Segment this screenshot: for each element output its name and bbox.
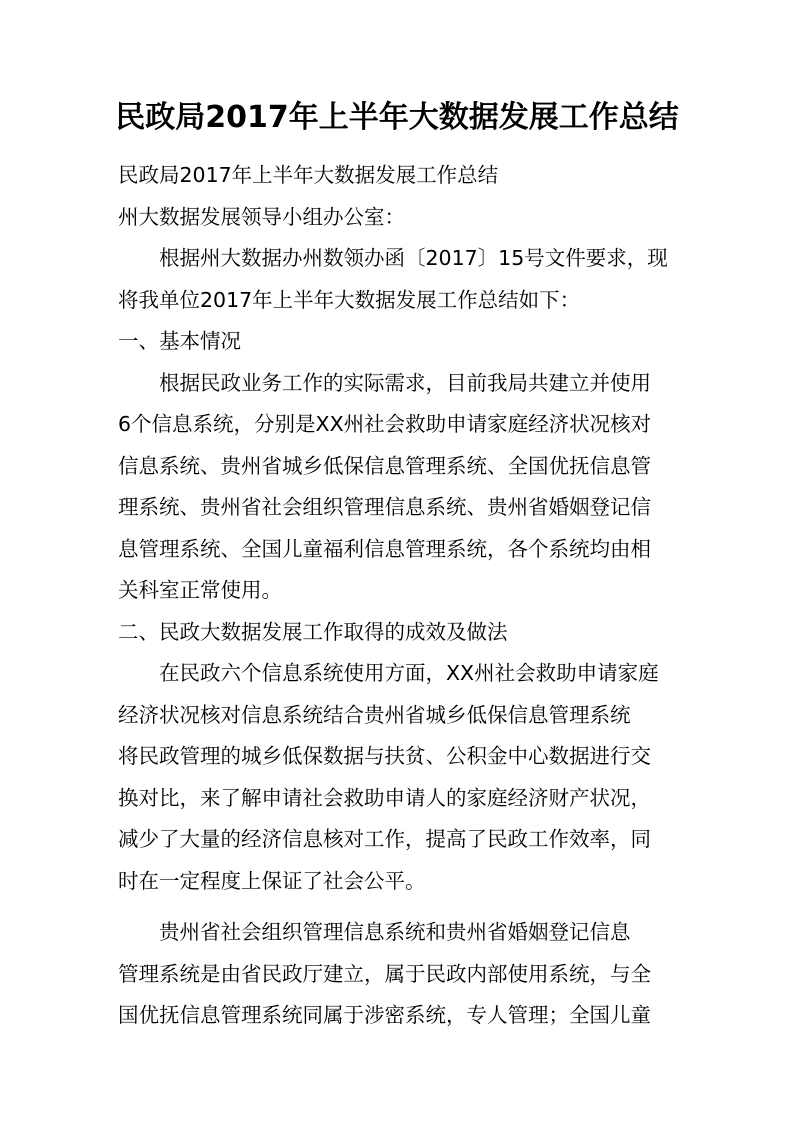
text-line: 信息系统、贵州省城乡低保信息管理系统、全国优抚信息管 bbox=[118, 453, 651, 478]
text-line: 6个信息系统，分别是XX州社会救助申请家庭经济状况核对 bbox=[118, 412, 652, 436]
text-line: 关科室正常使用。 bbox=[118, 578, 282, 602]
text-line: 一、基本情况 bbox=[118, 329, 241, 353]
text-line: 根据州大数据办州数领办函〔2017〕15号文件要求，现 bbox=[159, 246, 668, 270]
text-line: 民政局2017年上半年大数据发展工作总结 bbox=[118, 163, 499, 187]
text-line: 时在一定程度上保证了社会公平。 bbox=[118, 868, 426, 893]
paragraph-gap bbox=[118, 902, 688, 912]
text-line: 息管理系统、全国儿童福利信息管理系统，各个系统均由相 bbox=[118, 536, 651, 561]
text-line: 减少了大量的经济信息核对工作，提高了民政工作效率，同 bbox=[118, 827, 651, 851]
text-line: 二、民政大数据发展工作取得的成效及做法 bbox=[118, 619, 508, 644]
text-line: 管理系统是由省民政厅建立，属于民政内部使用系统，与全 bbox=[118, 961, 651, 986]
text-line: 换对比，来了解申请社会救助申请人的家庭经济财产状况， bbox=[118, 785, 651, 810]
text-line: 在民政六个信息系统使用方面，XX州社会救助申请家庭 bbox=[159, 661, 659, 685]
document-title: 民政局2017年上半年大数据发展工作总结 bbox=[115, 100, 679, 135]
document-body bbox=[118, 155, 688, 1037]
text-line: 经济状况核对信息系统结合贵州省城乡低保信息管理系统 bbox=[118, 702, 631, 727]
text-line: 州大数据发展领导小组办公室： bbox=[118, 204, 405, 229]
text-line: 贵州省社会组织管理信息系统和贵州省婚姻登记信息 bbox=[159, 920, 631, 944]
text-line: 将我单位2017年上半年大数据发展工作总结如下： bbox=[118, 287, 581, 312]
text-line: 根据民政业务工作的实际需求，目前我局共建立并使用 bbox=[159, 370, 651, 395]
text-line: 国优抚信息管理系统同属于涉密系统，专人管理；全国儿童 bbox=[118, 1003, 651, 1027]
text-line: 理系统、贵州省社会组织管理信息系统、贵州省婚姻登记信 bbox=[118, 495, 651, 519]
text-line: 将民政管理的城乡低保数据与扶贫、公积金中心数据进行交 bbox=[118, 744, 651, 768]
